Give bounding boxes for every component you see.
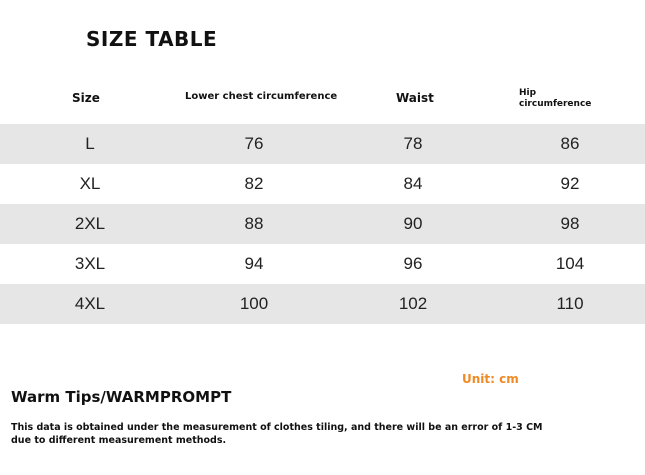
header-size: Size bbox=[72, 91, 100, 105]
cell-waist: 90 bbox=[403, 214, 423, 233]
cell-hip: 104 bbox=[555, 254, 585, 273]
cell-chest: 88 bbox=[244, 214, 264, 233]
measurement-note: This data is obtained under the measurement of clothes tiling, and there will be an error of 1-3 CM due to different measurement methods. bbox=[11, 422, 543, 446]
cell-waist: 102 bbox=[398, 294, 428, 313]
header-chest: Lower chest circumference bbox=[185, 91, 338, 102]
cell-waist: 96 bbox=[403, 254, 423, 273]
header-waist: Waist bbox=[396, 91, 434, 105]
table-row bbox=[0, 204, 645, 244]
table-row bbox=[0, 164, 645, 204]
page-title: SIZE TABLE bbox=[86, 27, 218, 51]
cell-size: 4XL bbox=[74, 294, 106, 313]
cell-size: 3XL bbox=[74, 254, 106, 273]
cell-hip: 110 bbox=[556, 294, 584, 313]
cell-hip: 86 bbox=[560, 134, 580, 153]
cell-chest: 76 bbox=[244, 134, 264, 153]
table-row bbox=[0, 124, 645, 164]
cell-hip: 98 bbox=[560, 214, 580, 233]
tips-title: Warm Tips/WARMPROMPT bbox=[11, 388, 232, 406]
unit-label: Unit: cm bbox=[462, 372, 519, 386]
cell-chest: 100 bbox=[239, 294, 269, 313]
cell-chest: 94 bbox=[244, 254, 264, 273]
header-hip-line2: circumference bbox=[519, 99, 592, 109]
table-row bbox=[0, 284, 645, 324]
header-hip-line1: Hip bbox=[519, 88, 537, 98]
cell-size: XL bbox=[79, 174, 101, 193]
cell-waist: 78 bbox=[403, 134, 423, 153]
cell-size: 2XL bbox=[74, 214, 106, 233]
cell-chest: 82 bbox=[244, 174, 264, 193]
table-row bbox=[0, 244, 645, 284]
header-hip bbox=[519, 88, 599, 110]
cell-hip: 92 bbox=[560, 174, 580, 193]
cell-size: L bbox=[85, 134, 95, 153]
cell-waist: 84 bbox=[403, 174, 423, 193]
